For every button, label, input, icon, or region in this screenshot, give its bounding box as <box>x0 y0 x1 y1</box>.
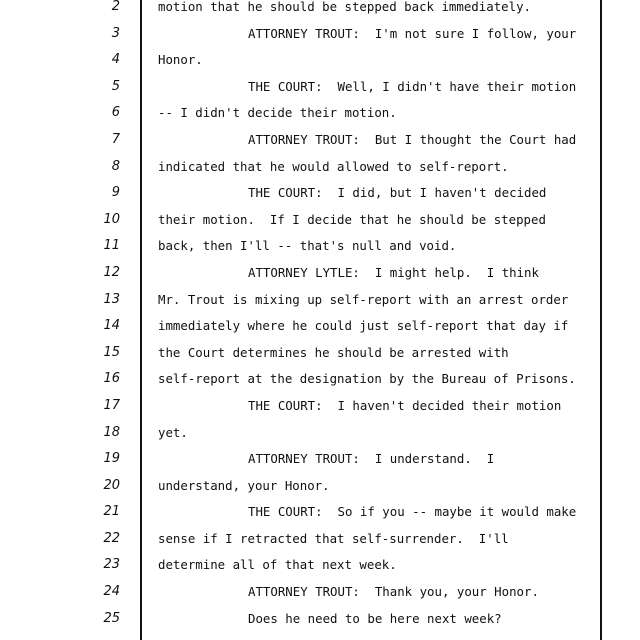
line-text: Mr. Trout is mixing up self-report with an arrest order <box>158 291 569 307</box>
transcript-line <box>0 420 640 447</box>
transcript-line <box>0 74 640 101</box>
line-text: yet. <box>158 424 188 440</box>
transcript-line <box>0 154 640 181</box>
transcript-line <box>0 47 640 74</box>
transcript-line <box>0 260 640 287</box>
line-number: 17 <box>103 397 120 413</box>
transcript-line <box>0 180 640 207</box>
line-number: 18 <box>103 424 120 440</box>
line-text: sense if I retracted that self-surrender. I'll <box>158 530 509 546</box>
line-text: the Court determines he should be arrested with <box>158 344 509 360</box>
line-number: 12 <box>103 264 120 280</box>
line-text: -- I didn't decide their motion. <box>158 105 397 121</box>
line-text: ATTORNEY TROUT: I understand. I <box>248 451 495 467</box>
transcript-line <box>0 21 640 48</box>
transcript-line <box>0 366 640 393</box>
transcript-line <box>0 393 640 420</box>
transcript-line <box>0 579 640 606</box>
line-text: Honor. <box>158 52 203 68</box>
line-number: 11 <box>103 238 120 254</box>
line-number: 16 <box>103 371 120 387</box>
transcript-line <box>0 287 640 314</box>
line-number: 20 <box>103 477 120 493</box>
line-text: immediately where he could just self-report that day if <box>158 318 569 334</box>
transcript-line <box>0 526 640 553</box>
line-text: ATTORNEY TROUT: I'm not sure I follow, your <box>248 25 577 41</box>
transcript-line <box>0 233 640 260</box>
transcript-line <box>0 127 640 154</box>
line-number: 8 <box>111 158 120 174</box>
line-number: 4 <box>111 52 120 68</box>
line-number: 2 <box>111 0 120 14</box>
line-number: 13 <box>103 291 120 307</box>
line-number: 22 <box>103 530 120 546</box>
line-text: THE COURT: I did, but I haven't decided <box>248 185 547 201</box>
line-number: 23 <box>103 557 120 573</box>
line-number: 5 <box>111 78 120 94</box>
line-text: Does he need to be here next week? <box>248 610 502 626</box>
line-number: 6 <box>111 105 120 121</box>
line-number: 3 <box>111 25 120 41</box>
transcript-line <box>0 340 640 367</box>
line-number: 15 <box>103 344 120 360</box>
line-text: ATTORNEY LYTLE: I might help. I think <box>248 264 539 280</box>
transcript-line <box>0 207 640 234</box>
transcript-line <box>0 313 640 340</box>
transcript-line <box>0 606 640 633</box>
line-text: their motion. If I decide that he should be stepped <box>158 211 546 227</box>
line-text: ATTORNEY TROUT: Thank you, your Honor. <box>248 584 539 600</box>
line-text: indicated that he would allowed to self-report. <box>158 158 509 174</box>
line-text: determine all of that next week. <box>158 557 397 573</box>
line-number: 21 <box>103 504 120 520</box>
line-number: 9 <box>111 185 120 201</box>
line-number: 25 <box>103 610 120 626</box>
transcript-line <box>0 552 640 579</box>
transcript-line <box>0 100 640 127</box>
line-number: 7 <box>111 131 120 147</box>
line-text: back, then I'll -- that's null and void. <box>158 238 457 254</box>
line-number: 24 <box>103 584 120 600</box>
transcript-line <box>0 0 640 21</box>
line-number: 10 <box>103 211 120 227</box>
transcript-line <box>0 446 640 473</box>
line-number: 19 <box>103 451 120 467</box>
line-text: understand, your Honor. <box>158 477 330 493</box>
line-text: ATTORNEY TROUT: But I thought the Court had <box>248 131 577 147</box>
line-text: motion that he should be stepped back immediately. <box>158 0 531 14</box>
transcript-line <box>0 473 640 500</box>
line-text: THE COURT: So if you -- maybe it would make <box>248 504 577 520</box>
line-text: THE COURT: I haven't decided their motion <box>248 397 562 413</box>
transcript-line <box>0 499 640 526</box>
line-number: 14 <box>103 318 120 334</box>
line-text: THE COURT: Well, I didn't have their motion <box>248 78 577 94</box>
line-text: self-report at the designation by the Bureau of Prisons. <box>158 371 576 387</box>
